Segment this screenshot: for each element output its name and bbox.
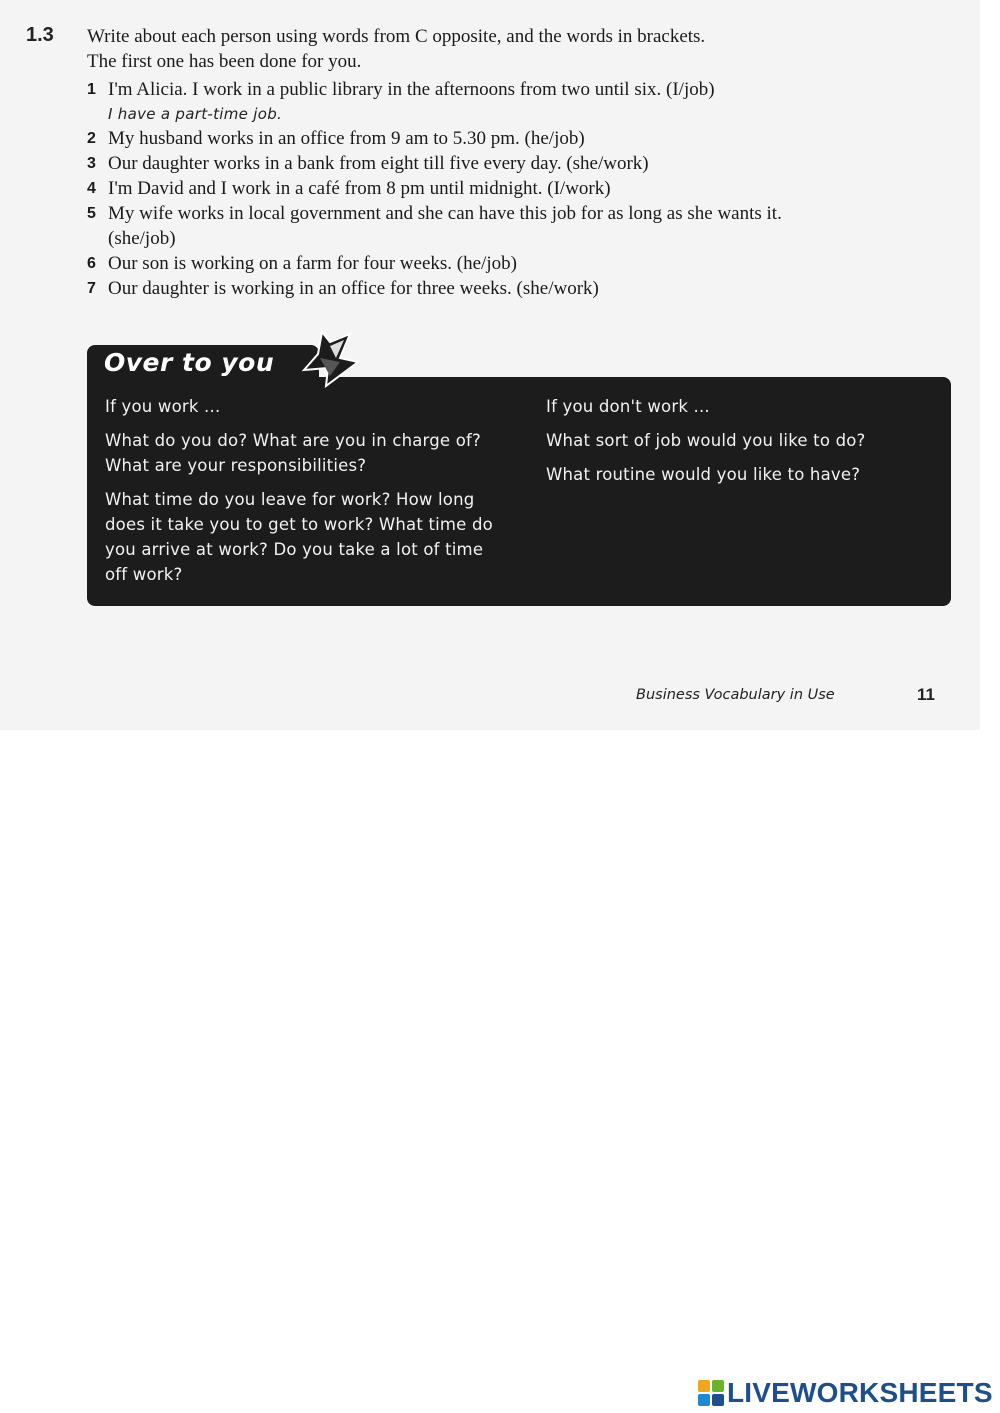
exercise-item-1 [87, 77, 847, 126]
exercise-item-6 [87, 251, 847, 276]
over-to-you-left-column [105, 394, 495, 596]
item-text: I'm David and I work in a café from 8 pm until midnight. (I/work) [108, 178, 611, 199]
instruction-line-2: The first one has been done for you. [87, 51, 362, 72]
brand-name: LIVEWORKSHEETS [727, 1377, 993, 1408]
exercise-items [87, 77, 847, 301]
exercise-item-7 [87, 276, 847, 301]
over-to-you-right-column [546, 394, 936, 496]
liveworksheets-logo-icon [697, 1379, 725, 1407]
item-number: 3 [87, 155, 96, 172]
item-number: 5 [87, 205, 96, 222]
item-number: 4 [87, 180, 96, 197]
instruction-line-1: Write about each person using words from C opposite, and the words in brackets. [87, 26, 706, 47]
left-heading: If you work ... [105, 397, 221, 416]
exercise-item-4 [87, 176, 847, 201]
left-question-2: What time do you leave for work? How long does it take you to get to work? What time do you arrive at work? Do you take a lot of time off work? [105, 490, 493, 584]
liveworksheets-brand [697, 1378, 993, 1408]
right-question-2: What routine would you like to have? [546, 465, 861, 484]
item-text: My wife works in local government and she can have this job for as long as she wants it. (she/job) [108, 203, 782, 249]
exercise-item-5 [87, 201, 847, 251]
exercise-item-2 [87, 126, 847, 151]
speech-arrow-icon [300, 328, 368, 390]
page-number: 11 [917, 685, 935, 704]
item-text: Our daughter works in a bank from eight till five every day. (she/work) [108, 153, 649, 174]
book-title: Business Vocabulary in Use [636, 687, 835, 703]
item-text: I'm Alicia. I work in a public library in the afternoons from two until six. (I/job) [108, 79, 715, 100]
right-question-1: What sort of job would you like to do? [546, 431, 866, 450]
item-number: 7 [87, 280, 96, 297]
item-text: My husband works in an office from 9 am to 5.30 pm. (he/job) [108, 128, 585, 149]
item-number: 2 [87, 130, 96, 147]
item-text: Our daughter is working in an office for three weeks. (she/work) [108, 278, 599, 299]
left-question-1: What do you do? What are you in charge of? What are your responsibilities? [105, 431, 481, 475]
exercise-instructions [87, 24, 867, 74]
exercise-item-3 [87, 151, 847, 176]
item-number: 6 [87, 255, 96, 272]
example-answer: I have a part-time job. [108, 105, 283, 123]
right-heading: If you don't work ... [546, 397, 710, 416]
item-text: Our son is working on a farm for four weeks. (he/job) [108, 253, 517, 274]
item-number: 1 [87, 81, 96, 98]
over-to-you-title: Over to you [104, 348, 275, 377]
exercise-number: 1.3 [26, 24, 54, 46]
